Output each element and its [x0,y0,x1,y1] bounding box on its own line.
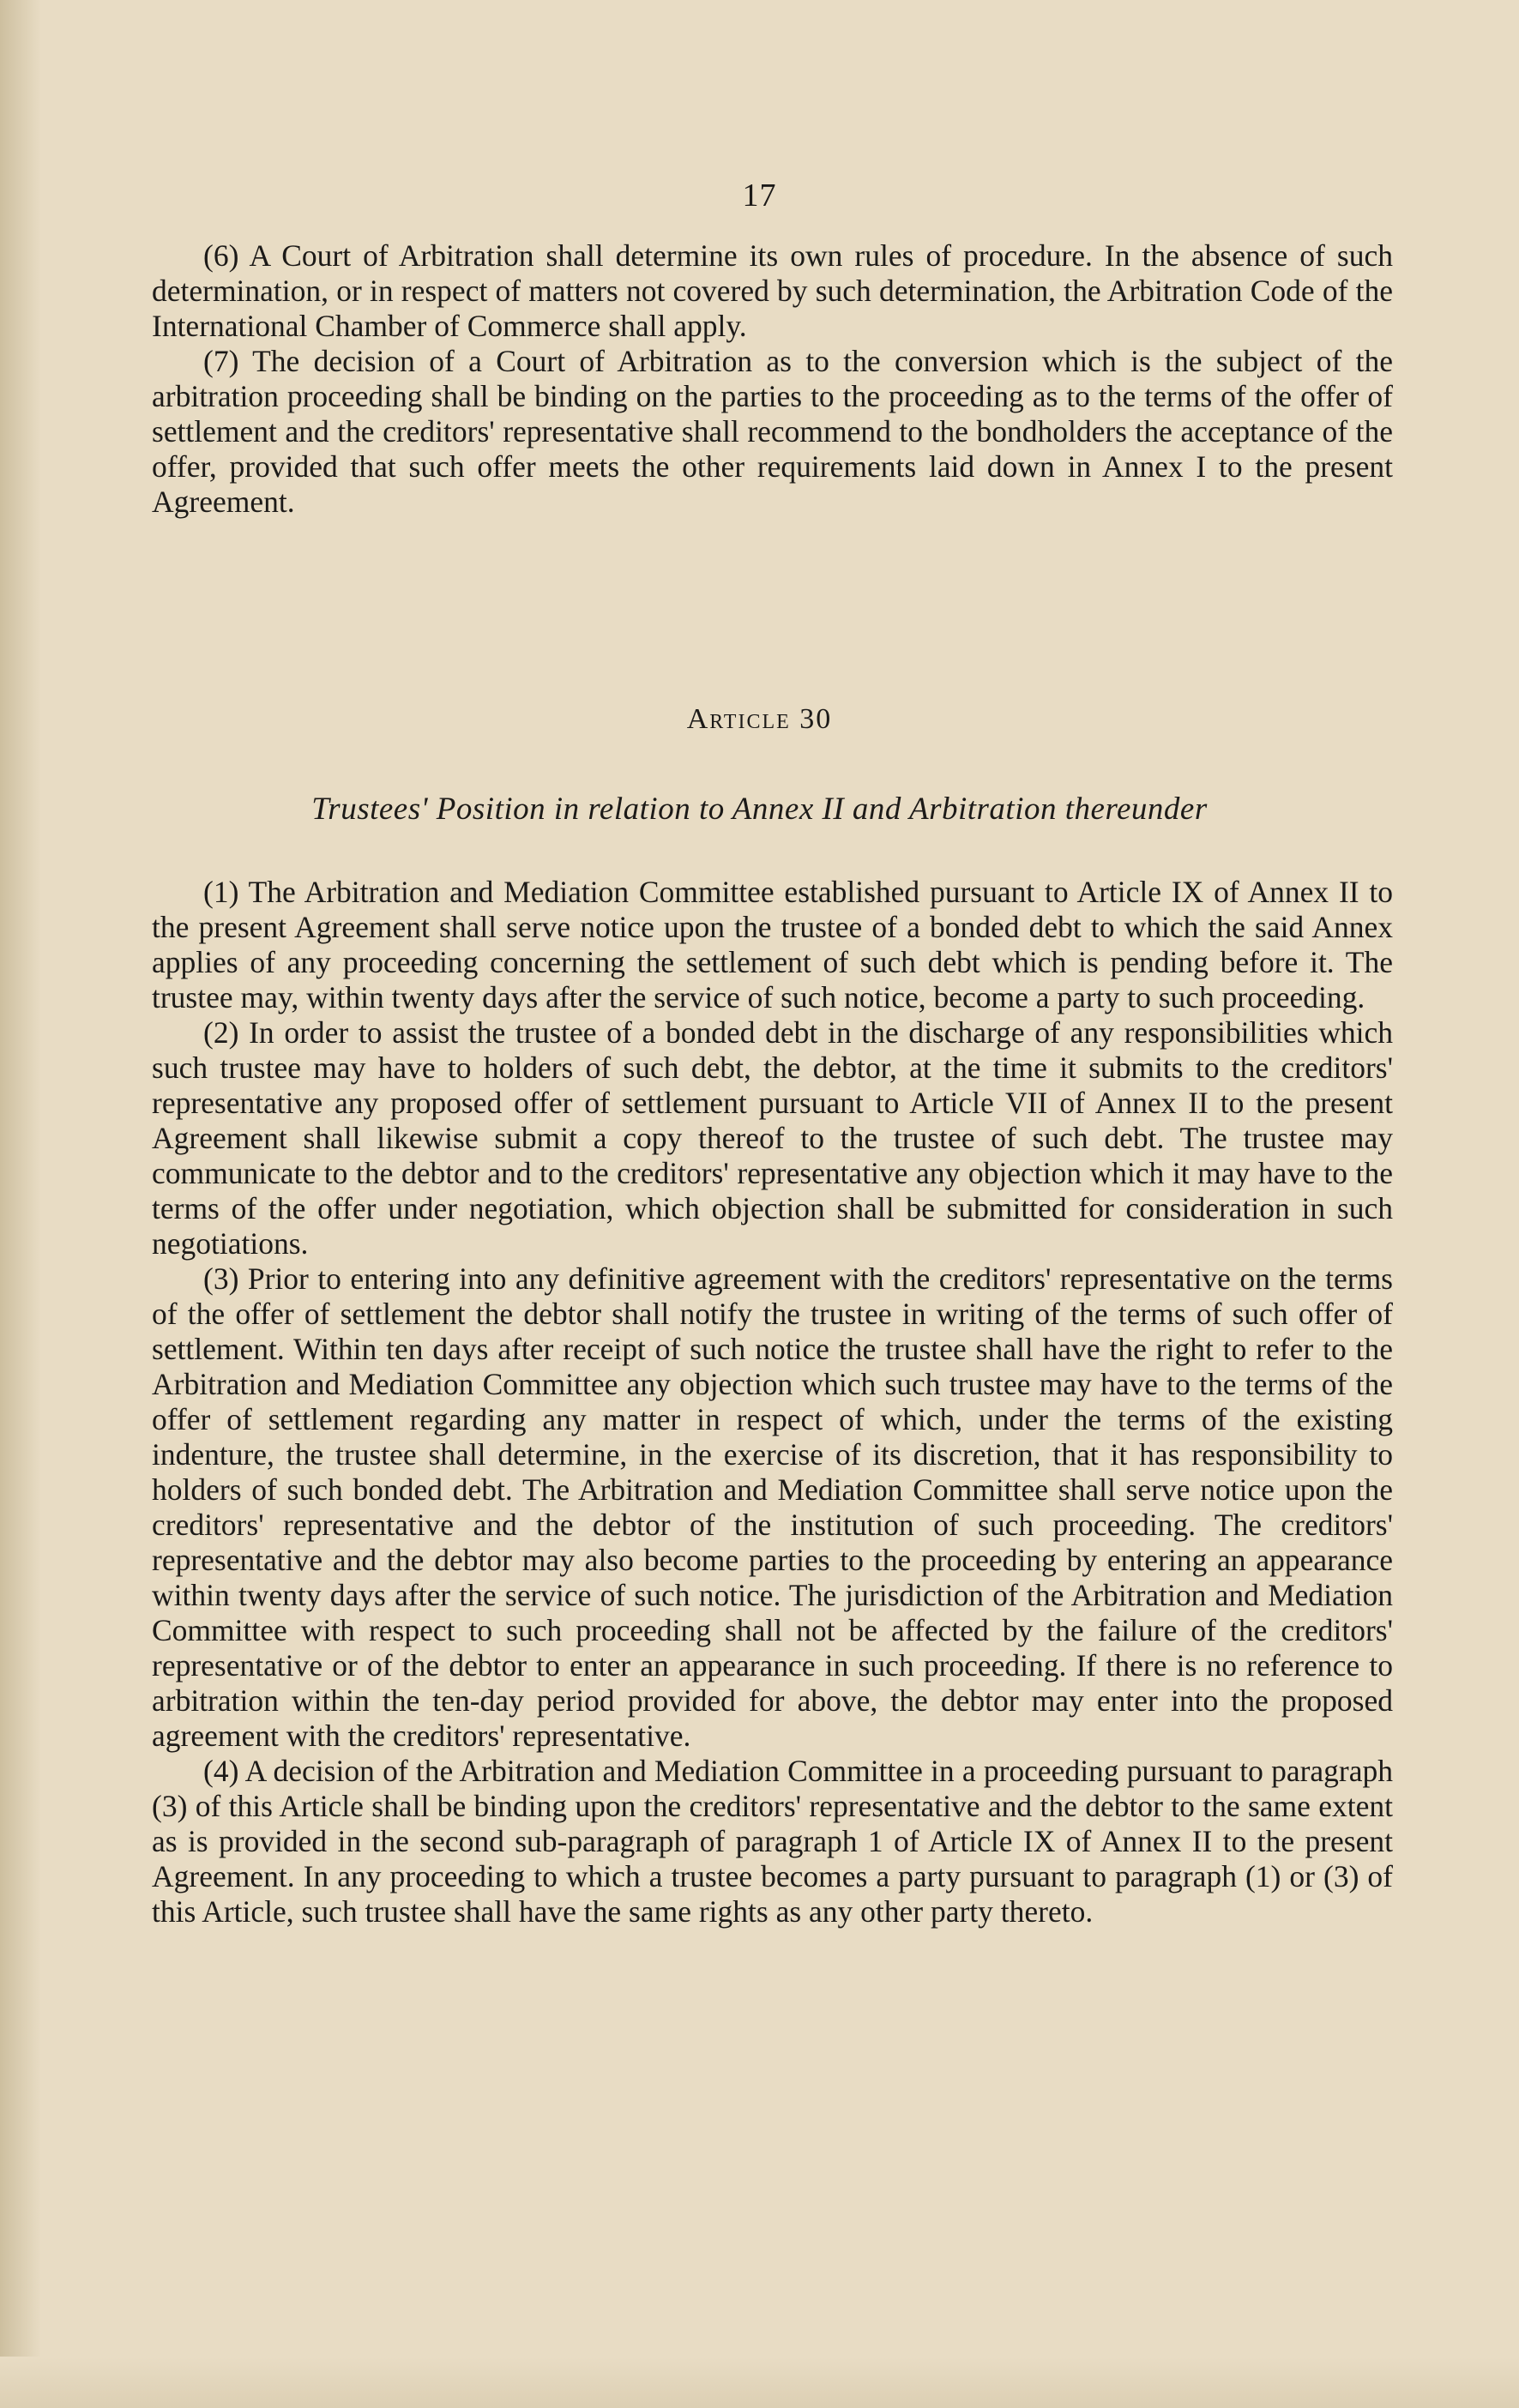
article-heading: Article 30 [686,703,833,735]
page-bottom-shadow [0,2357,1519,2408]
page-edge-shadow [0,0,41,2408]
article-title: Trustees' Position in relation to Annex II and Arbitration thereunder [311,792,1208,827]
top-section [152,238,1393,520]
paragraph-7: (7) The decision of a Court of Arbitration as to the conversion which is the subject of the arbitration proceeding shall be binding on the parties to the proceeding as to the terms of the offer of settlement and the creditors' representative shall recommend to the bondholders the acceptance of the offer, provided that such offer meets the other requirements laid down in Annex I to the present Agreement. [152,344,1393,519]
paragraph-6: (6) A Court of Arbitration shall determine its own rules of procedure. In the absence of such determination, or in respect of matters not covered by such determination, the Arbitration Code of the International Chamber of Commerce shall apply. [152,238,1393,343]
article-paragraph-2: (2) In order to assist the trustee of a bonded debt in the discharge of any responsibilities which such trustee may have to holders of such debt, the debtor, at the time it submits to the creditors' representative any proposed offer of settlement pursuant to Article VII of Annex II to the present Agreement shall likewise submit a copy thereof to the trustee of such debt. The trustee may communicate to the debtor and to the creditors' representative any objection which it may have to the terms of the offer under negotiation, which objection shall be submitted for consideration in such negotiations. [152,1015,1393,1261]
article-paragraph-1: (1) The Arbitration and Mediation Committee established pursuant to Article IX of Annex II to the present Agreement shall serve notice upon the trustee of a bonded debt to which the said Annex applies of any proceeding concerning the settlement of such debt which is pending before it. The trustee may, within twenty days after the service of such notice, become a party to such proceeding. [152,875,1393,1014]
article-body [152,875,1393,1929]
page-number: 17 [742,178,777,214]
article-paragraph-3: (3) Prior to entering into any definitive agreement with the creditors' representative on the terms of the offer of settlement the debtor shall notify the trustee in writing of the terms of such offer of settlement. Within ten days after receipt of such notice the trustee shall have the right to refer to the Arbitration and Mediation Committee any objection which such trustee may have to the terms of the offer of settlement regarding any matter in respect of which, under the terms of the existing indenture, the trustee shall determine, in the exercise of its discretion, that it has responsibility to holders of such bonded debt. The Arbitration and Mediation Committee shall serve notice upon the creditors' representative and the debtor of the institution of such proceeding. The creditors' representative and the debtor may also become parties to the proceeding by entering an appearance within twenty days after the service of such notice. The jurisdiction of the Arbitration and Mediation Committee with respect to such proceeding shall not be affected by the failure of the creditors' representative or of the debtor to enter an appearance in such proceeding. If there is no reference to arbitration within the ten-day period provided for above, the debtor may enter into the proposed agreement with the creditors' representative. [152,1261,1393,1753]
article-paragraph-4: (4) A decision of the Arbitration and Mediation Committee in a proceeding pursuant to paragraph (3) of this Article shall be binding upon the creditors' representative and the debtor to the same extent as is provided in the second sub-paragraph of paragraph 1 of Article IX of Annex II to the present Agreement. In any proceeding to which a trustee becomes a party pursuant to paragraph (1) or (3) of this Article, such trustee shall have the same rights as any other party thereto. [152,1754,1393,1929]
